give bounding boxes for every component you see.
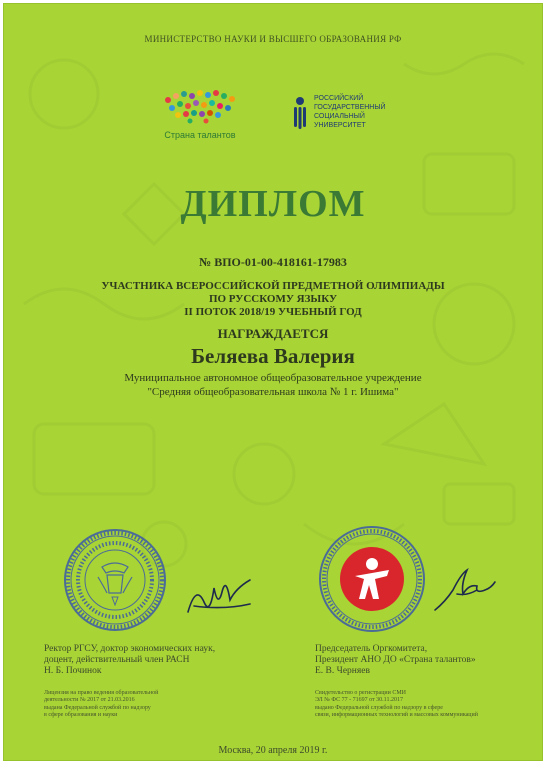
rgsu-name-line: УНИВЕРСИТЕТ — [314, 122, 366, 129]
awarded-heading: НАГРАЖДАЕТСЯ — [217, 326, 329, 341]
participant-description — [4, 280, 542, 319]
school-name — [4, 371, 542, 399]
chair-line: Председатель Оргкомитета, — [315, 644, 428, 654]
license-line: деятельности № 2017 от 21.03.2016 — [44, 697, 135, 704]
strana-talantov-seal-stamp — [317, 524, 427, 634]
license-line: Лицензия на право ведения образовательной — [44, 690, 159, 696]
rgsu-name-line: СОЦИАЛЬНЫЙ — [314, 113, 365, 120]
school-line: Муниципальное автономное общеобразовательное учреждение — [124, 372, 422, 384]
rector-signature — [184, 576, 254, 620]
rgsu-name — [314, 94, 404, 130]
rector-line: Ректор РГСУ, доктор экономических наук, — [44, 644, 216, 654]
smi-line: Свидетельство о регистрации СМИ — [315, 690, 407, 696]
rgsu-logo — [289, 96, 311, 130]
media-registration-note — [315, 690, 505, 720]
rgsu-name-line: РОССИЙСКИЙ — [314, 95, 364, 102]
rgsu-name-line: ГОСУДАРСТВЕННЫЙ — [314, 104, 386, 111]
recipient-name: Беляева Валерия — [191, 344, 355, 368]
license-line: в сфере образования и науки — [44, 712, 118, 719]
rector-signature-block — [44, 644, 254, 677]
participant-line: II ПОТОК 2018/19 УЧЕБНЫЙ ГОД — [184, 306, 362, 318]
rector-line: доцент, действительный член РАСН — [44, 655, 190, 665]
rector-line: Н. Б. Починок — [44, 666, 102, 676]
ministry-header: МИНИСТЕРСТВО НАУКИ И ВЫСШЕГО ОБРАЗОВАНИЯ РФ — [144, 34, 402, 44]
diploma-number: № ВПО-01-00-418161-17983 — [199, 255, 347, 269]
chair-line: Президент АНО ДО «Страна талантов» — [315, 655, 476, 665]
chair-signature — [429, 564, 499, 614]
diploma-title: ДИПЛОМ — [180, 183, 366, 225]
rgsu-seal-stamp — [62, 527, 168, 633]
participant-line: УЧАСТНИКА ВСЕРОССИЙСКОЙ ПРЕДМЕТНОЙ ОЛИМПИАДЫ — [101, 280, 445, 292]
school-line: "Средняя общеобразовательная школа № 1 г. Ишима" — [147, 386, 399, 398]
license-note — [44, 690, 214, 720]
diploma-sheet — [4, 4, 542, 760]
issue-date: Москва, 20 апреля 2019 г. — [218, 745, 328, 756]
smi-line: ЭЛ № ФС 77 - 71697 от 30.11.2017 — [315, 697, 403, 704]
smi-line: выдано Федеральной службой по надзору в сфере — [315, 704, 443, 711]
participant-line: ПО РУССКОМУ ЯЗЫКУ — [208, 293, 338, 305]
smi-line: связи, информационных технологий и массовых коммуникаций — [315, 712, 478, 719]
chair-line: Е. В. Черняев — [315, 666, 370, 676]
strana-talantov-caption: Страна талантов — [164, 130, 236, 140]
chair-signature-block — [315, 644, 525, 677]
license-line: выдана Федеральной службой по надзору — [44, 704, 151, 711]
